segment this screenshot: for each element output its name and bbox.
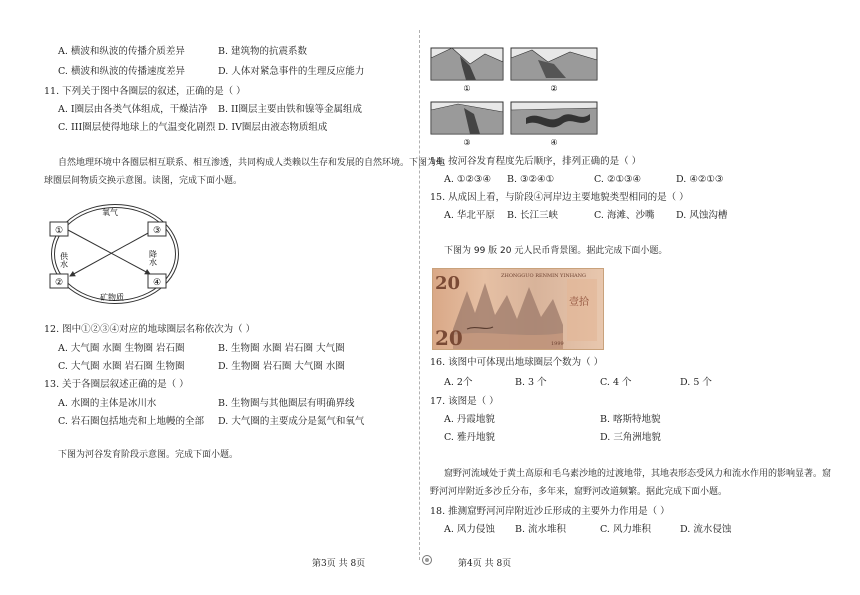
banknote-bank-name: ZHONGGUO RENMIN YINHANG — [501, 273, 587, 279]
diagram-box-2: ② — [54, 278, 64, 288]
banknote-denomination-bottom: 20 — [435, 326, 463, 349]
q11-option-b: B. II圈层主要由铁和镍等金属组成 — [218, 104, 363, 115]
q13-option-b: B. 生物圈与其他圈层有明确界线 — [218, 398, 355, 409]
q14-option-a: A. ①②③④ — [444, 174, 491, 185]
footer-page-number-left: 第3页 共 8页 — [312, 559, 366, 569]
q17-option-d: D. 三角洲地貌 — [600, 432, 661, 443]
q18-option-d: D. 流水侵蚀 — [680, 524, 732, 535]
q12-option-c: C. 大气圈 水圈 岩石圈 生物圈 — [58, 361, 185, 372]
q15-option-c: C. 海滩、沙嘴 — [594, 210, 655, 221]
banknote-year: 1999 — [551, 341, 564, 347]
q13-stem: 13. 关于各圈层叙述正确的是（ ） — [44, 379, 189, 390]
diagram-box-1: ① — [54, 226, 64, 236]
valley-stage-4 — [511, 102, 597, 147]
q10-option-c: C. 横波和纵波的传播速度差异 — [58, 66, 185, 77]
q18-option-c: C. 风力堆积 — [600, 524, 651, 535]
q12-option-a: A. 大气圈 水圈 生物圈 岩石圈 — [58, 343, 185, 354]
valley-label-1: ① — [463, 84, 471, 93]
intro-paragraph-4-line-2: 野河河岸附近多沙丘分布，多年来，窟野河改道频繁。据此完成下面小题。 — [430, 487, 728, 497]
q16-stem: 16. 该图中可体现出地球圈层个数为（ ） — [430, 357, 604, 368]
q11-stem: 11. 下列关于图中各圈层的叙述，正确的是（ ） — [44, 86, 246, 97]
diagram-label-right: 降水 — [148, 250, 158, 266]
q18-stem: 18. 推测窟野河河岸附近沙丘形成的主要外力作用是（ ） — [430, 506, 670, 517]
q15-option-b: B. 长江三峡 — [507, 210, 559, 221]
q16-option-a: A. 2个 — [444, 377, 473, 388]
q12-option-d: D. 生物圈 岩石圈 大气圈 水圈 — [218, 361, 345, 372]
valley-label-2: ② — [550, 84, 558, 93]
valley-stage-3 — [431, 102, 503, 147]
intro-paragraph-3: 下图为 99 版 20 元人民币背景图。据此完成下面小题。 — [444, 246, 668, 256]
footer-page-number-right: 第4页 共 8页 — [458, 559, 512, 569]
intro-paragraph-2: 下图为河谷发育阶段示意图。完成下面小题。 — [58, 450, 239, 460]
q17-option-c: C. 雅丹地貌 — [444, 432, 495, 443]
q18-option-a: A. 风力侵蚀 — [444, 524, 495, 535]
diagram-box-4: ④ — [152, 278, 162, 288]
q12-stem: 12. 图中①②③④对应的地球圈层名称依次为（ ） — [44, 324, 256, 335]
q14-option-d: D. ④②①③ — [676, 174, 724, 185]
valley-stage-2 — [511, 48, 597, 93]
intro-paragraph-1-line-2: 球圈层间物质交换示意图。读图，完成下面小题。 — [44, 176, 243, 186]
diagram-box-3: ③ — [152, 226, 162, 236]
diagram-label-bottom: 矿物质 — [100, 293, 124, 302]
q13-option-c: C. 岩石圈包括地壳和上地幔的全部 — [58, 416, 204, 427]
valley-development-diagram — [430, 44, 610, 148]
q16-option-b: B. 3 个 — [515, 377, 547, 388]
q13-option-d: D. 大气圈的主要成分是氮气和氧气 — [218, 416, 365, 427]
diagram-label-top: 氧气 — [102, 208, 118, 217]
q12-option-b: B. 生物圈 水圈 岩石圈 大气圈 — [218, 343, 345, 354]
valley-label-3: ③ — [463, 138, 471, 147]
q14-stem: 14. 按河谷发育程度先后顺序，排列正确的是（ ） — [430, 156, 642, 167]
q17-stem: 17. 该图是（ ） — [430, 396, 499, 407]
intro-paragraph-1-line-1: 自然地理环境中各圈层相互联系、相互渗透，共同构成人类赖以生存和发展的自然环境。下图为地 — [58, 158, 446, 168]
q14-option-c: C. ②①③④ — [594, 174, 642, 185]
valley-label-4: ④ — [550, 138, 558, 147]
banknote-denomination-top: 20 — [435, 273, 461, 294]
banknote-image — [432, 268, 604, 350]
q16-option-d: D. 5 个 — [680, 377, 712, 388]
q18-option-b: B. 流水堆积 — [515, 524, 567, 535]
q11-option-c: C. III圈层使得地球上的气温变化剧烈 — [58, 122, 216, 133]
q10-option-a: A. 横波和纵波的传播介质差异 — [58, 46, 185, 57]
q10-option-d: D. 人体对紧急事件的生理反应能力 — [218, 66, 365, 77]
q15-option-d: D. 风蚀沟槽 — [676, 210, 728, 221]
q11-option-d: D. IV圈层由液态物质组成 — [218, 122, 328, 133]
q14-option-b: B. ③②④① — [507, 174, 555, 185]
diagram-label-left: 供水 — [59, 252, 69, 268]
q10-option-b: B. 建筑物的抗震系数 — [218, 46, 308, 57]
sphere-exchange-diagram — [40, 196, 190, 316]
page-divider — [419, 30, 420, 560]
q16-option-c: C. 4 个 — [600, 377, 632, 388]
q17-option-b: B. 喀斯特地貌 — [600, 414, 661, 425]
q13-option-a: A. 水圈的主体是冰川水 — [58, 398, 157, 409]
q15-stem: 15. 从成因上看，与阶段④河岸边主要地貌类型相同的是（ ） — [430, 192, 689, 203]
intro-paragraph-4-line-1: 窟野河流域处于黄土高原和毛乌素沙地的过渡地带，其地表形态受风力和流水作用的影响显著。窟 — [444, 469, 832, 479]
valley-stage-1 — [431, 48, 503, 93]
q15-option-a: A. 华北平原 — [444, 210, 495, 221]
banknote-script: 壹拾 — [569, 297, 589, 308]
q11-option-a: A. I圈层由各类气体组成，干燥洁净 — [58, 104, 208, 115]
q17-option-a: A. 丹霞地貌 — [444, 414, 495, 425]
